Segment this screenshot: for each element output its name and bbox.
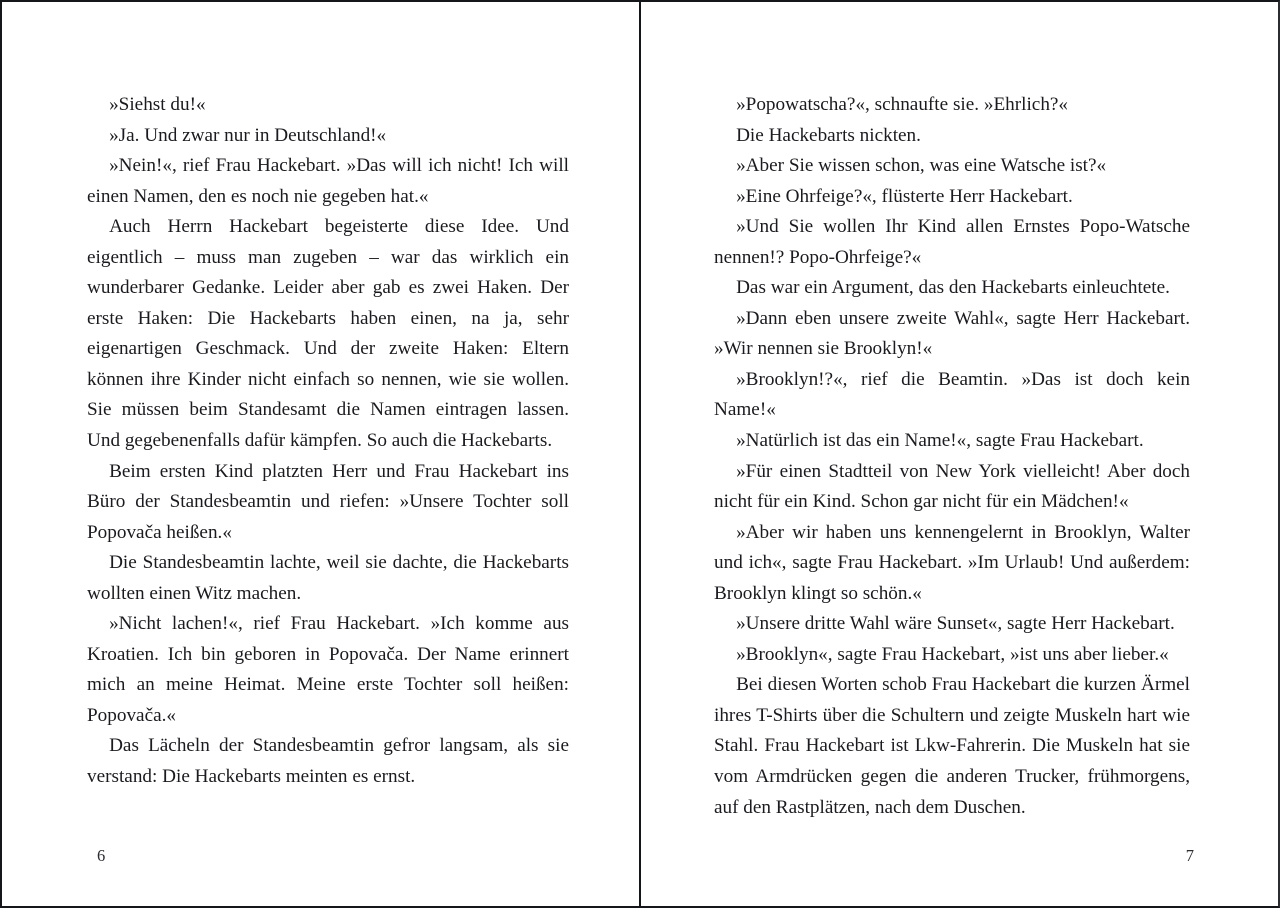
paragraph: »Brooklyn!?«, rief die Beamtin. »Das ist doch kein Name!« [714,368,1190,421]
left-page-text-column [87,90,569,793]
paragraph: »Aber wir haben uns kennengelernt in Brooklyn, Walter und ich«, sagte Frau Hackebart. »Im Urlaub! Und außerdem: Brooklyn klingt so schön.« [714,521,1190,604]
paragraph: Bei diesen Worten schob Frau Hackebart die kurzen Ärmel ihres T-Shirts über die Schultern und zeigte Muskeln hart wie Stahl. Frau Hackebart ist Lkw-Fahrerin. Die Muskeln hat sie vom Armdrücken gegen die anderen Trucker, frühmorgens, auf den Rastplätzen, nach dem Duschen. [714,674,1190,818]
paragraph: »Eine Ohrfeige?«, flüsterte Herr Hackebart. [736,185,1073,207]
paragraph: »Ja. Und zwar nur in Deutschland!« [109,124,387,146]
paragraph: Beim ersten Kind platzten Herr und Frau Hackebart ins Büro der Standesbeamtin und riefen: »Unsere Tochter soll Popovača heißen.« [87,460,569,543]
paragraph: »Natürlich ist das ein Name!«, sagte Frau Hackebart. [736,430,1144,452]
paragraph: »Popowatscha?«, schnaufte sie. »Ehrlich?« [736,94,1069,115]
paragraph: »Und Sie wollen Ihr Kind allen Ernstes Popo-Watsche nennen!? Popo-Ohrfeige?« [714,216,1190,268]
page-number-right: 7 [1185,845,1194,865]
right-page-text-column [714,90,1190,823]
left-book-page [2,2,641,908]
paragraph: »Nein!«, rief Frau Hackebart. »Das will ich nicht! Ich will einen Namen, den es noch nie gegeben hat.« [87,155,569,207]
paragraph: Das war ein Argument, das den Hackebarts einleuchtete. [736,277,1170,299]
paragraph: »Nicht lachen!«, rief Frau Hackebart. »Ich komme aus Kroatien. Ich bin geboren in Popovača. Der Name erinnert mich an meine Heimat. Meine erste Tochter soll heißen: Popovača.« [87,613,569,726]
paragraph: Das Lächeln der Standesbeamtin gefror langsam, als sie verstand: Die Hackebarts meinten es ernst. [87,735,569,788]
paragraph: »Dann eben unsere zweite Wahl«, sagte Herr Hackebart. »Wir nennen sie Brooklyn!« [714,307,1190,360]
paragraph: »Brooklyn«, sagte Frau Hackebart, »ist uns aber lieber.« [736,643,1169,665]
paragraph: »Unsere dritte Wahl wäre Sunset«, sagte Herr Hackebart. [736,613,1175,635]
paragraph: Die Standesbeamtin lachte, weil sie dachte, die Hackebarts wollten einen Witz machen. [87,552,569,604]
paragraph: »Für einen Stadtteil von New York vielleicht! Aber doch nicht für ein Kind. Schon gar nicht für ein Mädchen!« [714,460,1190,513]
paragraph: Auch Herrn Hackebart begeisterte diese Idee. Und eigentlich – muss man zugeben – war das wirklich ein wunderbarer Gedanke. Leider aber gab es zwei Haken. Der erste Haken: Die Hackebarts haben einen, na ja, sehr eigenartigen Geschmack. Und der zweite Haken: Eltern können ihre Kinder nicht einfach so nennen, wie sie wollen. Sie müssen beim Standesamt die Namen eintragen lassen. Und gegebenenfalls dafür kämpfen. So auch die Hackebarts. [87,216,569,452]
paragraph: »Aber Sie wissen schon, was eine Watsche ist?« [736,155,1107,177]
paragraph: »Siehst du!« [109,94,206,115]
right-book-page [641,2,1280,908]
page-number-left: 6 [97,845,106,865]
paragraph: Die Hackebarts nickten. [736,124,921,146]
